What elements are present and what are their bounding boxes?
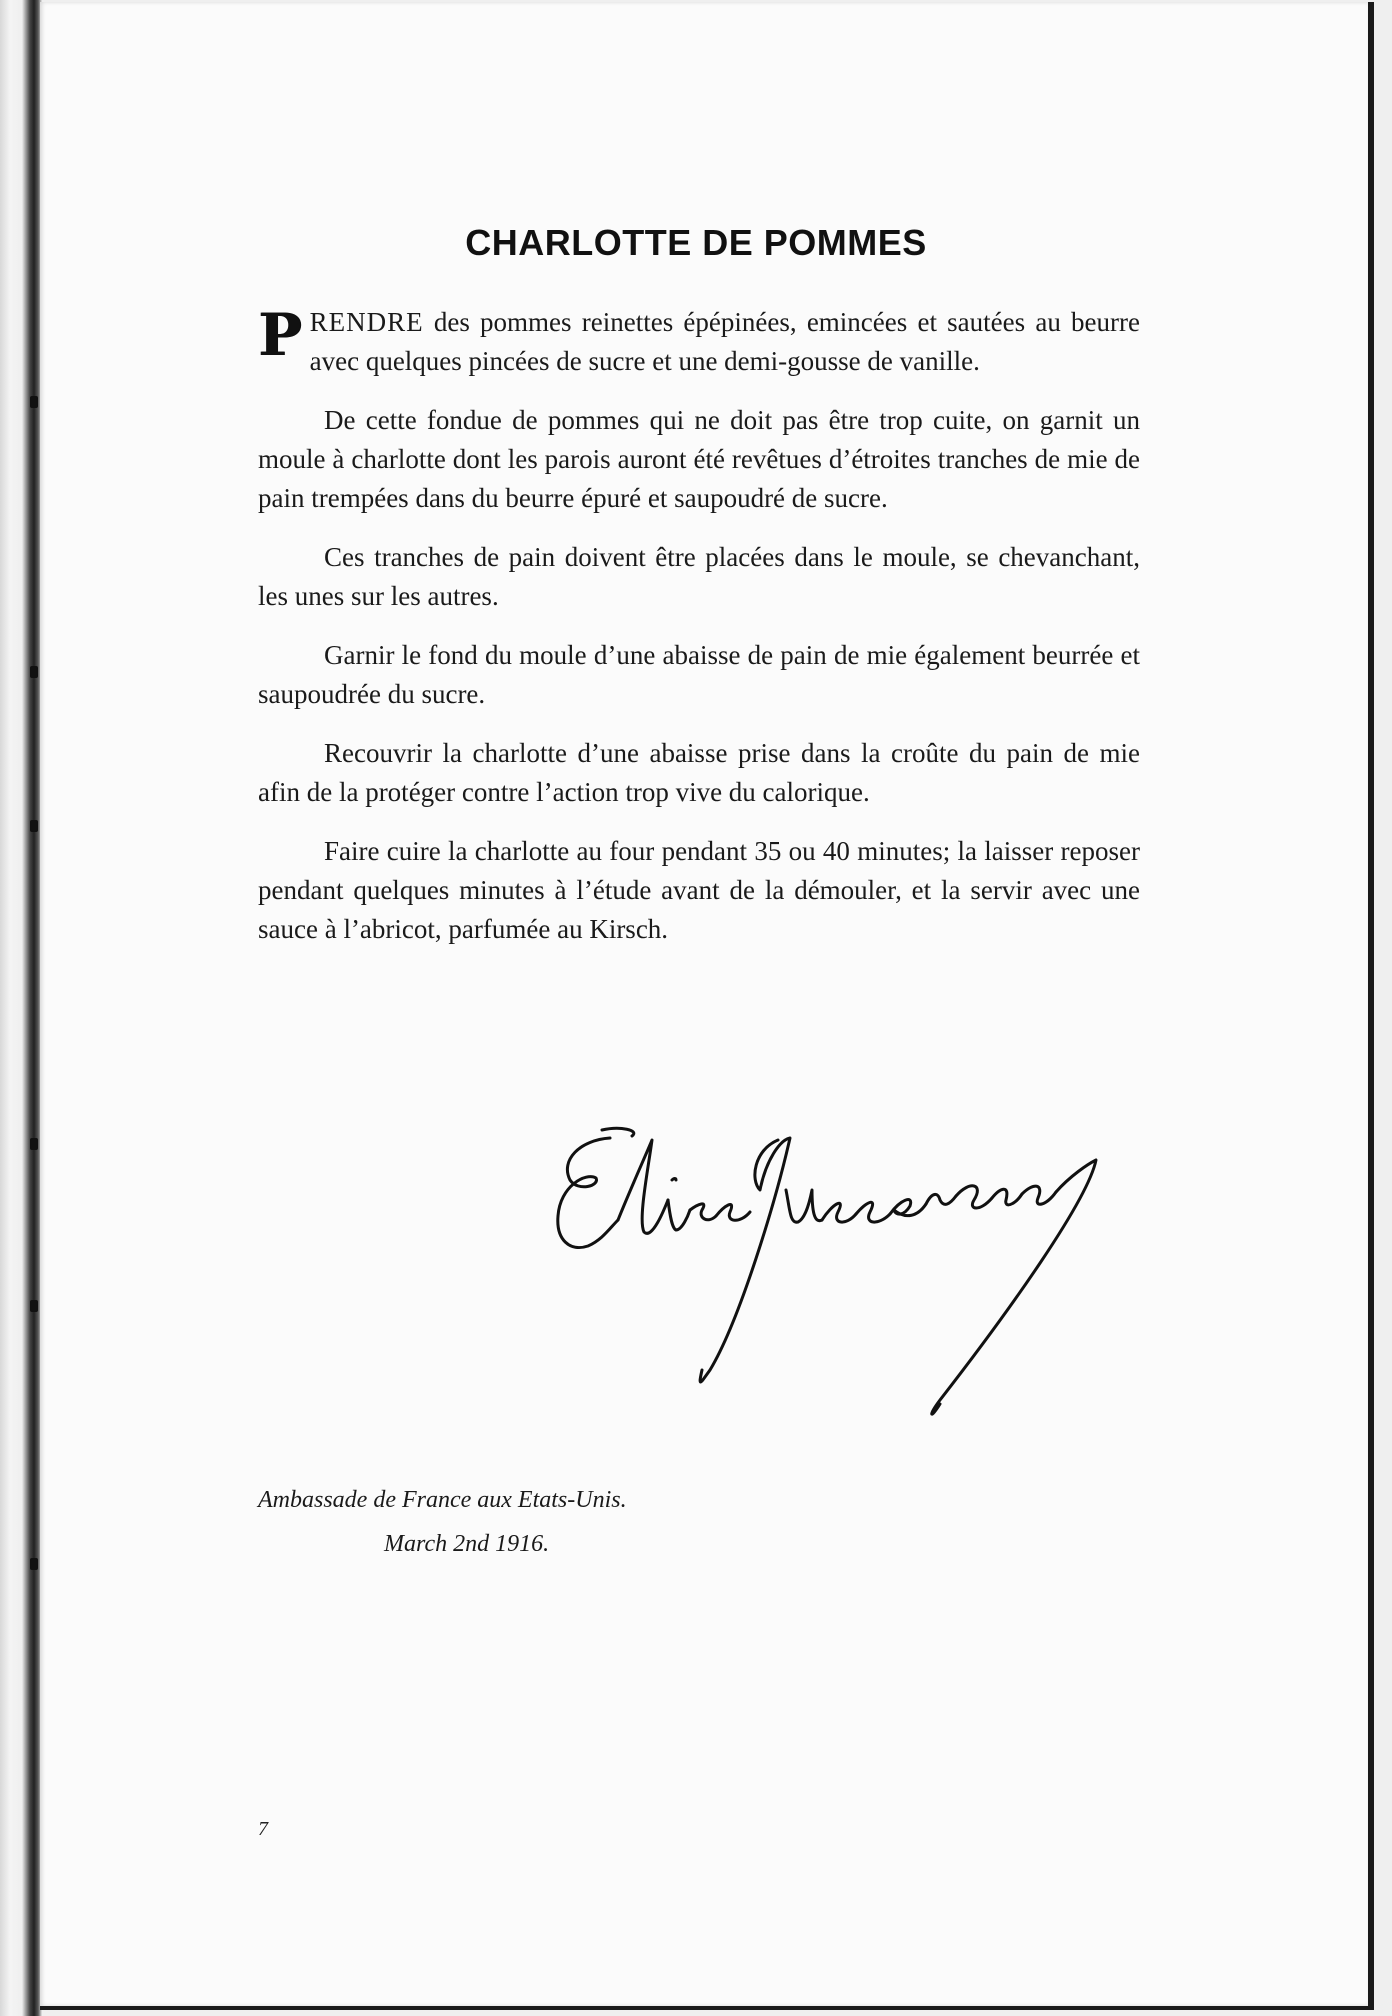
paragraph: Ces tranches de pain doivent être placées dans le moule, se chevanchant, les unes sur les autres. — [258, 542, 1140, 611]
paragraph-intro — [258, 303, 1140, 381]
drop-cap: P — [258, 301, 302, 369]
first-word: RENDRE — [309, 307, 424, 337]
closing-block — [258, 1478, 627, 1566]
page-number: 7 — [258, 1818, 268, 1840]
binding-mark — [30, 1558, 38, 1570]
handwritten-signature — [540, 1120, 1140, 1460]
paragraph: Garnir le fond du moule d’une abaisse de pain de mie également beurrée et saupoudrée du sucre. — [258, 640, 1140, 709]
binding-mark — [30, 1138, 38, 1150]
closing-date: March 2nd 1916. — [384, 1531, 550, 1557]
binding-mark — [30, 396, 38, 408]
recipe-body — [258, 303, 1140, 969]
paragraph: Recouvrir la charlotte d’une abaisse prise dans la croûte du pain de mie afin de la protéger contre l’action trop vive du calorique. — [258, 738, 1140, 807]
book-binding — [0, 0, 42, 2016]
closing-place: Ambassade de France aux Etats-Unis. — [258, 1487, 627, 1513]
binding-mark — [30, 1300, 38, 1312]
binding-mark — [30, 820, 38, 832]
paragraph: Faire cuire la charlotte au four pendant 35 ou 40 minutes; la laisser reposer pendant quelques minutes à l’étude avant de la démouler, et la servir avec une sauce à l’abricot, parfumée au Kirsch. — [258, 836, 1140, 944]
binding-mark — [30, 666, 38, 678]
intro-text: des pommes reinettes épépinées, emincées et sautées au beurre avec quelques pincées de sucre et une demi-gousse de vanille. — [309, 307, 1140, 376]
paragraph: De cette fondue de pommes qui ne doit pas être trop cuite, on garnit un moule à charlotte dont les parois auront été revêtues d’étroites tranches de mie de pain trempées dans du beurre épuré et saupoudré de sucre. — [258, 405, 1140, 513]
recipe-title: CHARLOTTE DE POMMES — [465, 222, 927, 263]
